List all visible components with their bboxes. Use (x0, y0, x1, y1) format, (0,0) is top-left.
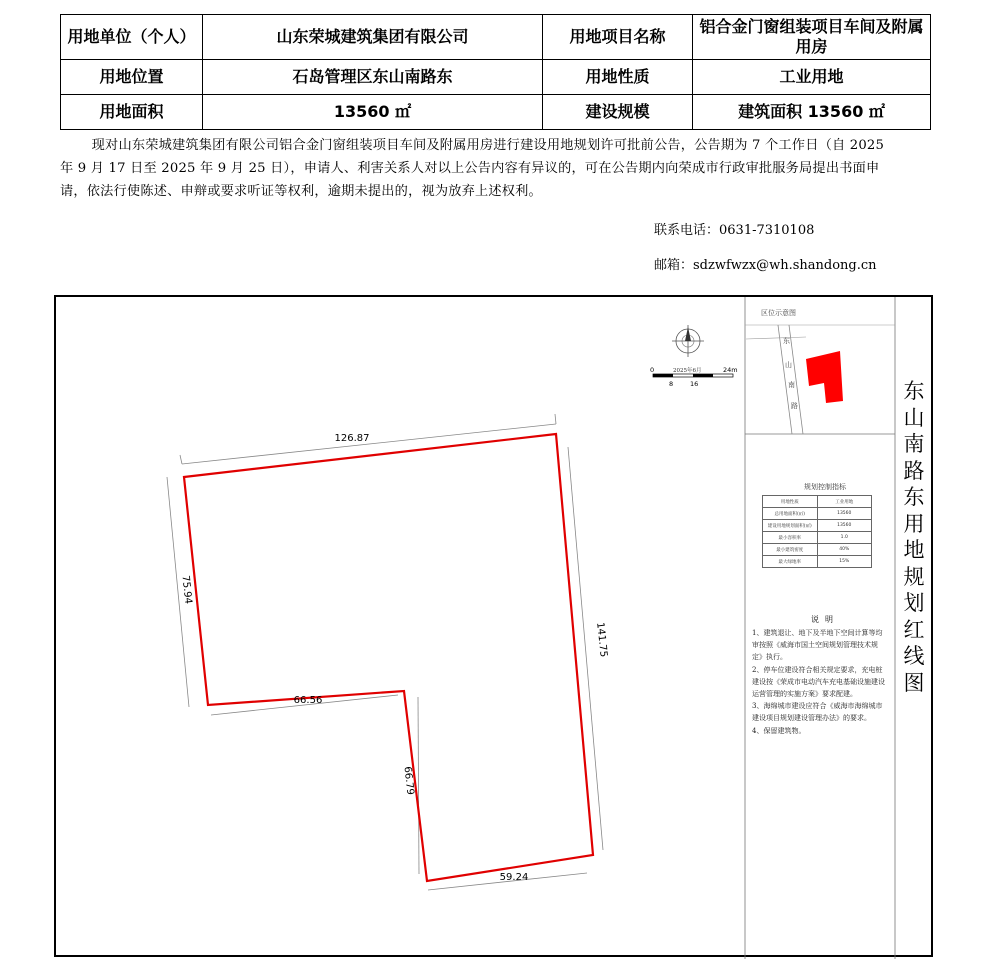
index-cell: 最小容积率 (763, 532, 818, 544)
north-arrow-icon (672, 325, 704, 357)
index-row (763, 532, 872, 544)
land-area-value: 13560 ㎡ (203, 95, 543, 130)
land-area-label: 用地面积 (61, 95, 203, 130)
scale-value: 建筑面积 13560 ㎡ (693, 95, 931, 130)
notes-text: 1、建筑退让、地下及半地下空间计算等均审按照《威海市国土空间规划管理技术规定》执行。 2、停车位建设符合相关规定要求，充电桩建设按《荣成市电动汽车充电基础设施建设运营管理的实施方案》要求配建。 3、海绵城市建设应符合《威海市海绵城市建设项目规划建设管理办法》的要求。 4、保留建筑物。 (752, 629, 885, 735)
dimension-mid-vertical: 66.79 (401, 765, 416, 796)
contact-phone: 联系电话：0631-7310108 (654, 223, 815, 238)
scale-label-8: 8 (669, 380, 674, 388)
road-char-1: 东 (783, 337, 790, 345)
index-cell: 总用地面积(㎡) (763, 508, 818, 520)
dimension-top: 126.87 (334, 433, 370, 444)
dimension-left: 75.94 (179, 574, 194, 605)
scale-label-0: 0 (650, 366, 655, 374)
location-road-line-2 (789, 325, 803, 434)
dimension-lines (167, 414, 603, 890)
scale-label: 建设规模 (543, 95, 693, 130)
index-cell: 40% (817, 544, 872, 556)
location-site-marker (806, 351, 843, 403)
index-cell: 最小建筑密度 (763, 544, 818, 556)
scale-label-24m: 24m (723, 366, 738, 374)
road-char-3: 南 (788, 381, 795, 389)
index-cell: 13560 (817, 520, 872, 532)
project-name-label: 用地项目名称 (543, 15, 693, 60)
dimension-bottom: 59.24 (499, 872, 529, 883)
location-label: 用地位置 (61, 60, 203, 95)
scale-bar (653, 374, 733, 377)
index-cell: 最大绿地率 (763, 556, 818, 568)
land-user-label: 用地单位（个人） (61, 15, 203, 60)
index-row (763, 544, 872, 556)
index-cell: 用地性质 (763, 496, 818, 508)
index-row (763, 508, 872, 520)
scale-caption: 2025年6月 (673, 368, 702, 374)
index-cell: 建设用地规划面积(㎡) (763, 520, 818, 532)
land-use-value: 工业用地 (693, 60, 931, 95)
drawing-frame (54, 295, 933, 957)
index-cell: 工业用地 (817, 496, 872, 508)
contact-email: 邮箱：sdzwfwzx@wh.shandong.cn (654, 258, 877, 273)
land-use-label: 用地性质 (543, 60, 693, 95)
project-name-value: 铝合金门窗组装项目车间及附属用房 (693, 15, 931, 60)
road-char-4: 路 (791, 402, 798, 410)
dimension-mid-horizontal: 66.56 (293, 695, 323, 706)
land-user-value: 山东荣城建筑集团有限公司 (203, 15, 543, 60)
index-row (763, 556, 872, 568)
site-boundary (184, 434, 593, 881)
index-row (763, 520, 872, 532)
notice-paragraph: 现对山东荣城建筑集团有限公司铝合金门窗组装项目车间及附属用房进行建设用地规划许可批前公告，公告期为 7 个工作日（自 2025 年 9 月 17 日至 2025 年 9 月 25 日），申请人、利害关系人对以上公告内容有异议的，可在公告期内向荣成市行政审批服务局提出书面申请，依法行使陈述、申辩或要求听证等权利，逾期未提出的，视为放弃上述权利。 (60, 138, 885, 199)
index-table-title: 规划控制指标 (804, 483, 846, 491)
scale-label-16: 16 (690, 380, 699, 388)
index-row (763, 496, 872, 508)
info-table (60, 14, 931, 130)
location-map-title: 区位示意图 (761, 309, 796, 317)
location-value: 石岛管理区东山南路东 (203, 60, 543, 95)
index-cell: 15% (817, 556, 872, 568)
location-road-line-3 (746, 337, 806, 339)
drawing-side-title: 东山南路东用地规划红线图 (903, 379, 925, 695)
dimension-right: 141.75 (594, 621, 609, 658)
index-cell: 13560 (817, 508, 872, 520)
planning-index-table (762, 495, 872, 568)
road-char-2: 山 (785, 361, 792, 369)
notes-title: 说明 (811, 615, 839, 624)
index-cell: 1.0 (817, 532, 872, 544)
